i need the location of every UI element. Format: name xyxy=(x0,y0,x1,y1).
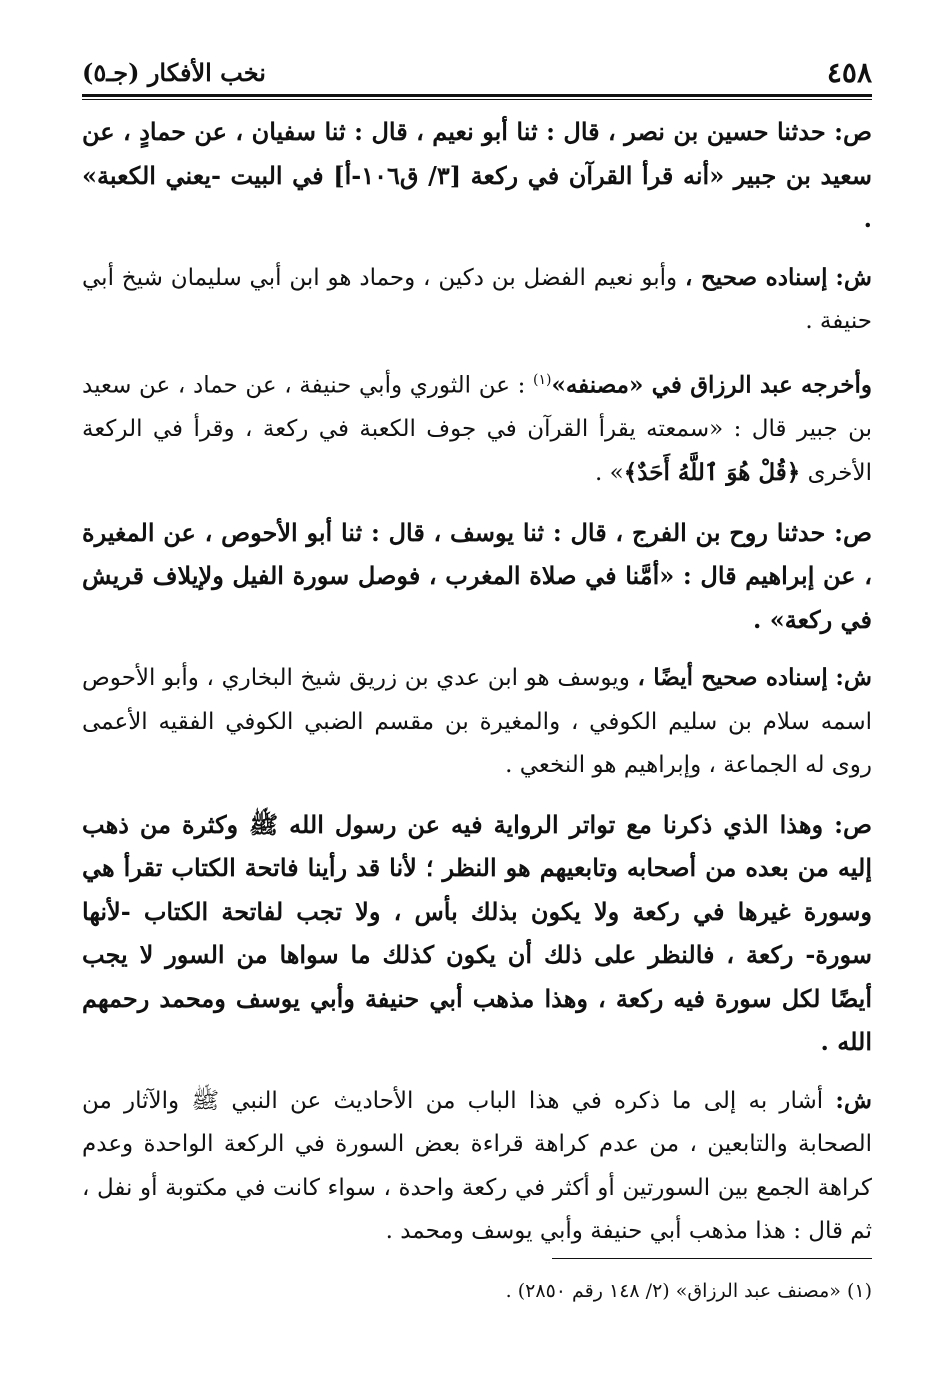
paragraph-text: وأبو نعيم الفضل بن دكين ، وحماد هو ابن أبي سليمان شيخ أبي حنيفة . xyxy=(82,264,872,334)
page-body xyxy=(82,110,872,1269)
footnote-rule xyxy=(552,1258,872,1259)
sheen-marker: ش: xyxy=(835,263,872,291)
paragraph-text: ويوسف هو ابن عدي بن زريق شيخ البخاري ، وأبو الأحوص اسمه سلام بن سليم الكوفي ، والمغيرة بن مقسم الضبي الكوفي الفقيه الأعمى روى له الجماعة ، وإبراهيم هو النخعي . xyxy=(82,665,872,779)
sad-marker: ص: xyxy=(834,117,872,146)
paragraph-tail: » . xyxy=(595,460,624,487)
book-title: نخب الأفكار (جـ٥) xyxy=(82,58,266,87)
paragraph-sad-1 xyxy=(82,110,872,241)
sad-marker: ص: xyxy=(834,517,872,547)
paragraph-text: حدثنا حسين بن نصر ، قال : ثنا أبو نعيم ، قال : ثنا سفيان ، عن حمادٍ ، عن سعيد بن جبير «أنه قرأ القرآن في ركعة [٣/ ق١٠٦-أ] في البيت -يعني الكعبة» . xyxy=(82,117,872,233)
takhrij-lead: وأخرجه عبد الرزاق في «مصنفه» xyxy=(551,371,872,399)
paragraph-sad-2 xyxy=(82,511,872,642)
isnad-verdict: إسناده صحيح ، xyxy=(685,263,828,291)
paragraph-sheen-2 xyxy=(82,656,872,788)
paragraph-text: وهذا الذي ذكرنا مع تواتر الرواية فيه عن رسول الله ﷺ وكثرة من ذهب إليه من بعده من أصحابه وتابعيهم هو النظر ؛ لأنا قد رأينا فاتحة الكتاب تقرأ هي وسورة غيرها في ركعة ولا يكون بذلك بأس ، ولا تجب لفاتحة الكتاب -لأنها سورة- ركعة ، فالنظر على ذلك أن يكون كذلك ما سواها من السور لا يجب أيضًا لكل سورة فيه ركعة ، وهذا مذهب أبي حنيفة وأبي يوسف ومحمد رحمهم الله . xyxy=(82,809,872,1057)
paragraph-sad-3 xyxy=(82,803,872,1064)
footnote-mark: (١) xyxy=(532,371,552,388)
page-header xyxy=(82,52,872,92)
page-number: ٤٥٨ xyxy=(826,56,872,89)
quran-verse: ﴿قُلْ هُوَ ٱللَّهُ أَحَدٌ﴾ xyxy=(623,459,801,487)
paragraph-text: أشار به إلى ما ذكره في هذا الباب من الأحاديث عن النبي ﷺ والآثار من الصحابة والتابعين ، من عدم كراهة قراءة بعض السورة في الركعة الواحدة وعدم كراهة الجمع بين السورتين أو أكثر في ركعة واحدة ، سواء كانت في مكتوبة أو نفل ، ثم قال : هذا مذهب أبي حنيفة وأبي يوسف ومحمد . xyxy=(82,1087,872,1245)
paragraph-text: : عن الثوري وأبي حنيفة ، عن حماد ، عن سعيد بن جبير قال : «سمعته يقرأ القرآن في جوف الكعبة في ركعة ، وقرأ في الركعة الأخرى xyxy=(82,372,872,487)
footnote: (١) «مصنف عبد الرزاق» (٢/ ١٤٨ رقم ٢٨٥٠) . xyxy=(505,1280,872,1302)
paragraph-sheen-1 xyxy=(82,256,872,344)
isnad-verdict: إسناده صحيح أيضًا ، xyxy=(637,664,828,692)
header-rule-thick xyxy=(82,94,872,97)
paragraph-text: حدثنا روح بن الفرج ، قال : ثنا يوسف ، قال : ثنا أبو الأحوص ، عن المغيرة ، عن إبراهيم قال : «أمَّنا في صلاة المغرب ، فوصل سورة الفيل ولإيلاف قريش في ركعة» . xyxy=(82,517,872,634)
sheen-marker: ش: xyxy=(835,664,872,692)
sad-marker: ص: xyxy=(834,809,872,839)
paragraph-takhrij xyxy=(82,359,872,496)
header-rule-thin xyxy=(82,99,872,100)
sheen-marker: ش: xyxy=(835,1086,872,1114)
paragraph-sheen-3 xyxy=(82,1079,872,1254)
